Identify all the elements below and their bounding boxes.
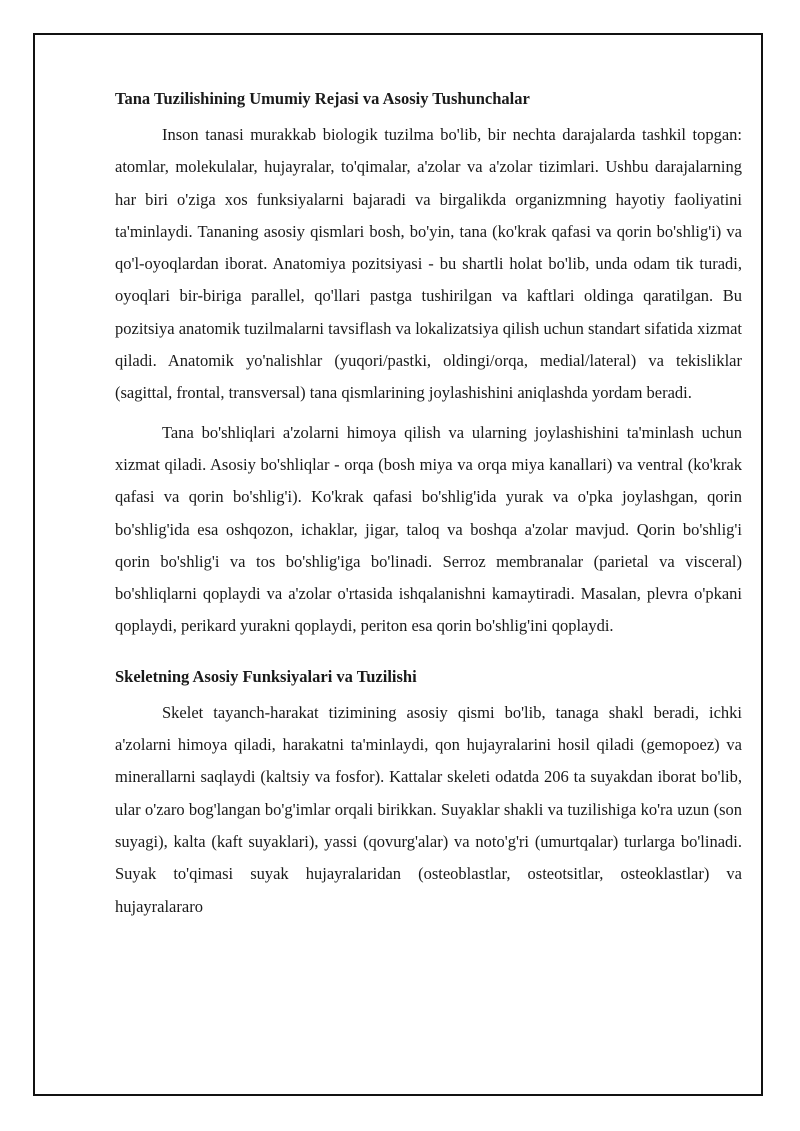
section-spacer [115, 650, 742, 663]
document-body [115, 85, 742, 930]
paragraph-body-levels: Inson tanasi murakkab biologik tuzilma bo'lib, bir nechta darajalarda tashkil topgan: atomlar, molekulalar, hujayralar, to'qimalar, a'zolar va a'zolar tizimlari. Ushbu darajalarning har biri o'ziga xos funksiyalarni bajaradi va birgalikda organizmning hayotiy faoliyatini ta'minlaydi. Tananing asosiy qismlari bosh, bo'yin, tana (ko'krak qafasi va qorin bo'shlig'i) va qo'l-oyoqlardan iborat. Anatomiya pozitsiyasi - bu shartli holat bo'lib, unda odam tik turadi, oyoqlari bir-biriga parallel, qo'llari pastga tushirilgan va kaftlari oldinga qaratilgan. Bu pozitsiya anatomik tuzilmalarni tavsiflash va lokalizatsiya qilish uchun standart sifatida xizmat qiladi. Anatomik yo'nalishlar (yuqori/pastki, oldingi/orqa, medial/lateral) va tekisliklar (sagittal, frontal, transversal) tana qismlarining joylashishini aniqlashda yordam beradi. [115, 125, 742, 403]
section-heading-skeleton: Skeletning Asosiy Funksiyalari va Tuzilishi [115, 666, 417, 686]
paragraph-body-cavities: Tana bo'shliqlari a'zolarni himoya qilish va ularning joylashishini ta'minlash uchun xizmat qiladi. Asosiy bo'shliqlar - orqa (bosh miya va orqa miya kanallari) va ventral (ko'krak qafasi va qorin bo'shlig'i). Ko'krak qafasi bo'shlig'ida yurak va o'pka joylashgan, qorin bo'shlig'ida esa oshqozon, ichaklar, jigar, taloq va boshqa a'zolar mavjud. Qorin bo'shlig'i qorin bo'shlig'i va tos bo'shlig'iga bo'linadi. Serroz membranalar (parietal va visceral) bo'shliqlarni qoplaydi va a'zolar o'rtasida ishqalanishni kamaytiradi. Masalan, plevra o'pkani qoplaydi, perikard yurakni qoplaydi, periton esa qorin bo'shlig'ini qoplaydi. [115, 422, 742, 636]
section-heading-body-plan: Tana Tuzilishining Umumiy Rejasi va Asosiy Tushunchalar [115, 89, 530, 108]
paragraph-skeleton-functions: Skelet tayanch-harakat tizimining asosiy qismi bo'lib, tanaga shakl beradi, ichki a'zolarni himoya qiladi, harakatni ta'minlaydi, qon hujayralarini hosil qiladi (gemopoez) va minerallarni saqlaydi (kaltsiy va fosfor). Kattalar skeleti odatda 206 ta suyakdan iborat bo'lib, ular o'zaro bog'langan bo'g'imlar orqali birikkan. Suyaklar shakli va tuzilishiga ko'ra uzun (son suyagi), kalta (kaft suyaklari), yassi (qovurg'alar) va noto'g'ri (umurtqalar) turlarga bo'linadi. Suyak to'qimasi suyak hujayralaridan (osteoblastlar, osteotsitlar, osteoklastlar) va hujayralararo [115, 702, 742, 916]
